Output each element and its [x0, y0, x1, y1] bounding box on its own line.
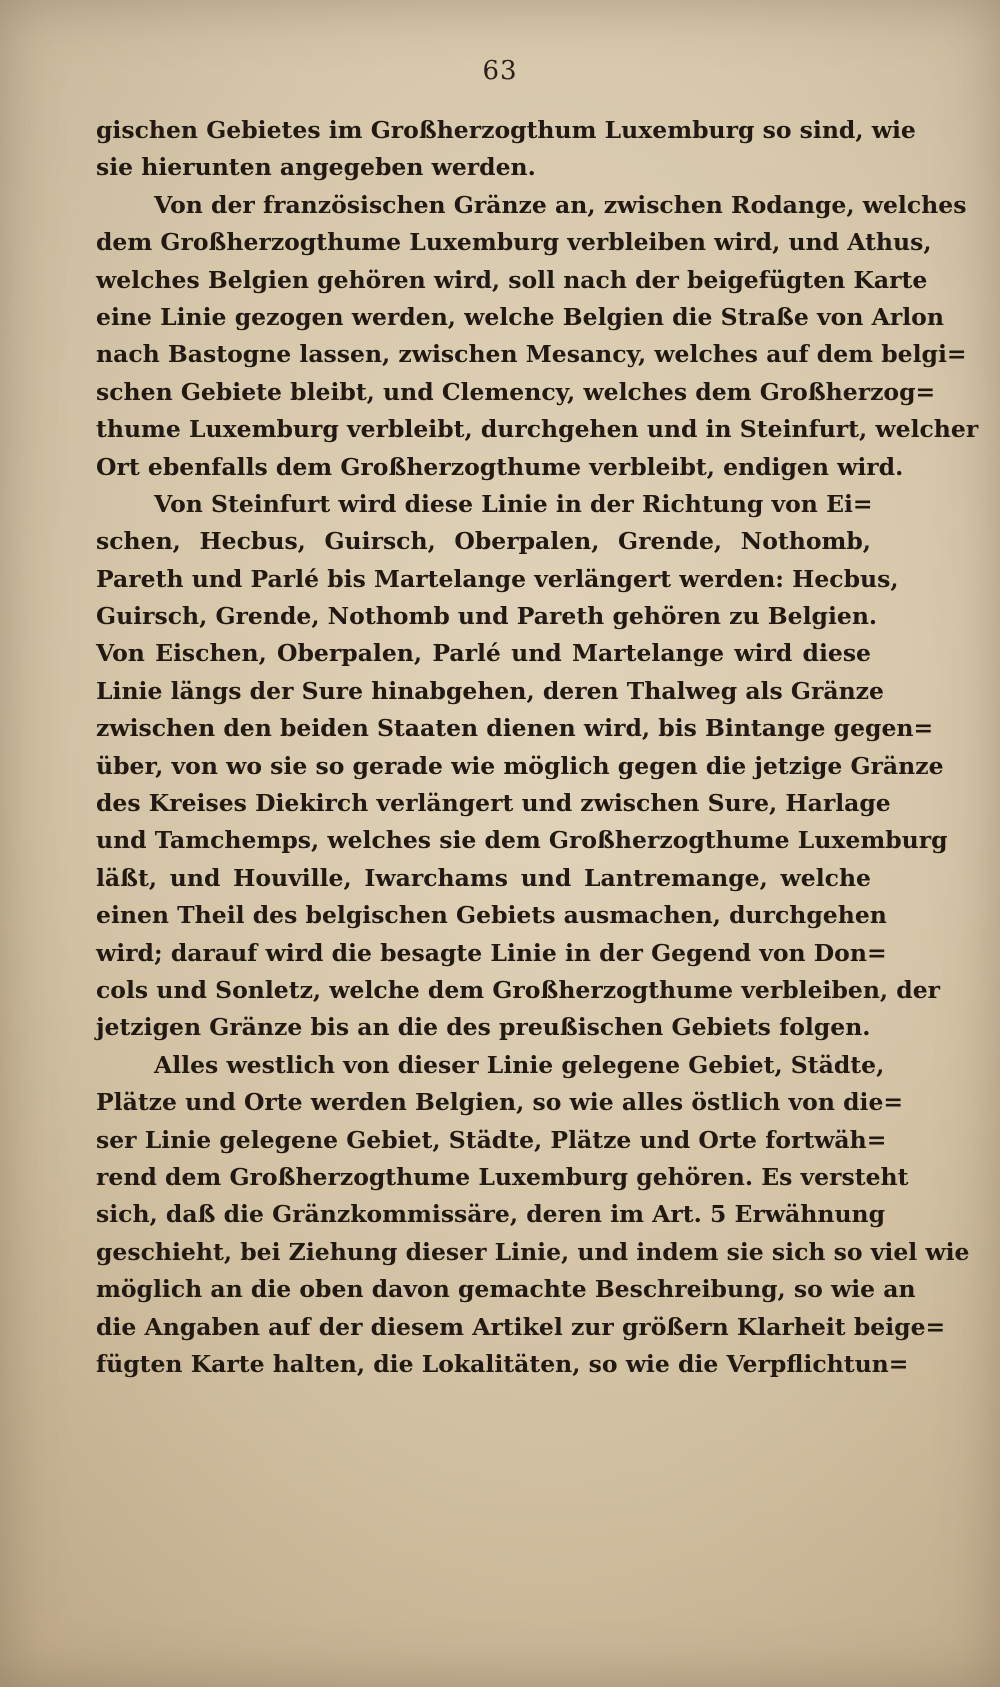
text-line: nach Bastogne lassen, zwischen Mesancy, welches auf dem belgi=	[96, 340, 967, 369]
text-line: schen Gebiete bleibt, und Clemency, welches dem Großherzog=	[96, 377, 936, 406]
text-line: einen Theil des belgischen Gebiets ausmachen, durchgehen	[96, 901, 887, 930]
text-line: Alles westlich von dieser Linie gelegene Gebiet, Städte,	[154, 1050, 885, 1079]
text-line: Plätze und Orte werden Belgien, so wie alles östlich von die=	[96, 1088, 904, 1117]
text-line: des Kreises Diekirch verlängert und zwischen Sure, Harlage	[96, 789, 891, 818]
text-line: thume Luxemburg verbleibt, durchgehen und in Steinfurt, welcher	[96, 415, 979, 444]
text-line: cols und Sonletz, welche dem Großherzogthume verbleiben, der	[96, 975, 941, 1004]
text-line: jetzigen Gränze bis an die des preußischen Gebiets folgen.	[96, 1013, 871, 1042]
text-line: Von der französischen Gränze an, zwischen Rodange, welches	[154, 190, 967, 219]
text-line: läßt, und Houville, Iwarchams und Lantremange, welche	[96, 863, 871, 892]
text-line: Von Steinfurt wird diese Linie in der Richtung von Ei=	[154, 489, 873, 518]
text-line: welches Belgien gehören wird, soll nach der beigefügten Karte	[96, 265, 928, 294]
text-line: Ort ebenfalls dem Großherzogthume verbleibt, endigen wird.	[96, 452, 904, 481]
text-line: und Tamchemps, welches sie dem Großherzogthume Luxemburg	[96, 826, 948, 855]
text-line: ser Linie gelegene Gebiet, Städte, Plätze und Orte fortwäh=	[96, 1125, 887, 1154]
text-line: Pareth und Parlé bis Martelange verlängert werden: Hecbus,	[96, 564, 899, 593]
page-number: 63	[482, 56, 518, 86]
text-line: schen, Hecbus, Guirsch, Oberpalen, Grende, Nothomb,	[96, 527, 871, 556]
text-line: geschieht, bei Ziehung dieser Linie, und indem sie sich so viel wie	[96, 1237, 970, 1266]
text-line: fügten Karte halten, die Lokalitäten, so wie die Verpflichtun=	[96, 1349, 909, 1378]
text-line: über, von wo sie so gerade wie möglich gegen die jetzige Gränze	[96, 751, 944, 780]
text-line: Guirsch, Grende, Nothomb und Pareth gehören zu Belgien.	[96, 602, 878, 631]
text-line: rend dem Großherzogthume Luxemburg gehören. Es versteht	[96, 1162, 909, 1191]
text-line: Von Eischen, Oberpalen, Parlé und Martelange wird diese	[96, 639, 871, 668]
text-line: zwischen den beiden Staaten dienen wird, bis Bintange gegen=	[96, 714, 934, 743]
text-line: eine Linie gezogen werden, welche Belgien die Straße von Arlon	[96, 302, 944, 331]
text-line: Linie längs der Sure hinabgehen, deren Thalweg als Gränze	[96, 676, 884, 705]
text-line: sich, daß die Gränzkommissäre, deren im Art. 5 Erwähnung	[96, 1200, 886, 1229]
text-line: die Angaben auf der diesem Artikel zur größern Klarheit beige=	[96, 1312, 946, 1341]
text-line: möglich an die oben davon gemachte Beschreibung, so wie an	[96, 1275, 916, 1304]
text-line: dem Großherzogthume Luxemburg verbleiben wird, und Athus,	[96, 228, 932, 257]
text-line: gischen Gebietes im Großherzogthum Luxemburg so sind, wie	[96, 116, 916, 144]
body-text	[96, 112, 979, 1383]
text-line: sie hierunten angegeben werden.	[96, 153, 536, 182]
text-line: wird; darauf wird die besagte Linie in der Gegend von Don=	[96, 938, 887, 967]
